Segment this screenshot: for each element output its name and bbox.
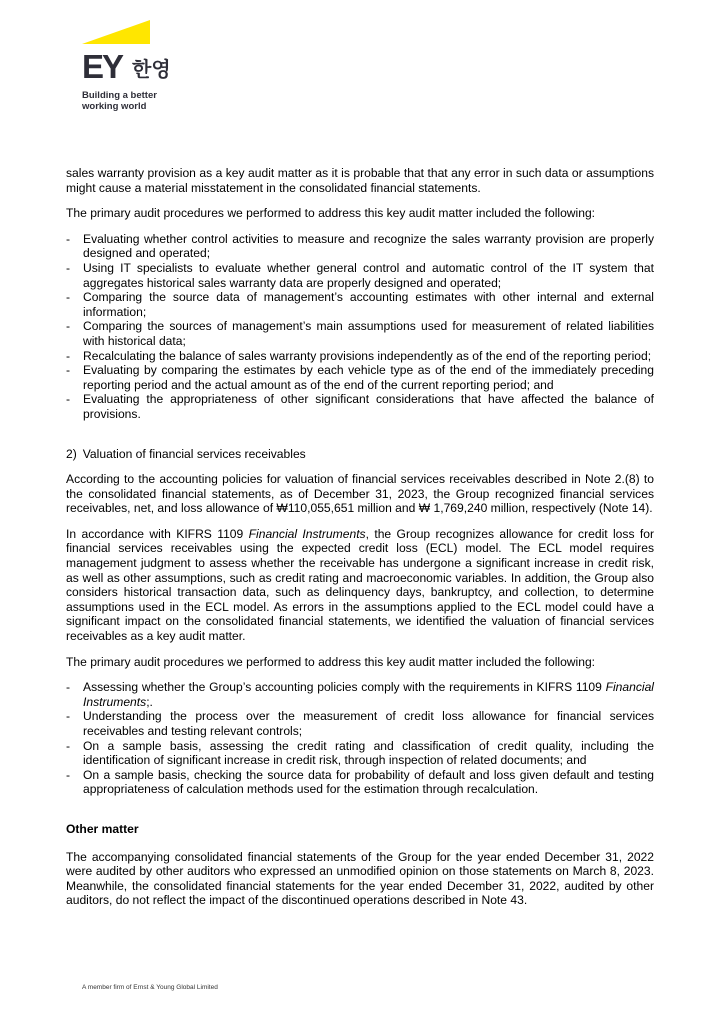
text-run: Assessing whether the Group’s accounting policies comply with the requirements in KIFRS 1109 xyxy=(83,680,606,695)
intro-paragraph: sales warranty provision as a key audit matter as it is probable that that any error in such data or assumptions might cause a material misstatement in the consolidated financial statements. xyxy=(66,166,654,195)
section-2-number: 2) xyxy=(66,446,77,461)
section-2-paragraph-2 xyxy=(66,527,654,644)
list-item xyxy=(66,680,654,709)
list-item: - Understanding the process over the measurement of credit loss allowance for financial services receivables and testing relevant controls; xyxy=(66,709,654,738)
logo-tagline-line2: working world xyxy=(82,100,147,112)
list-item: - On a sample basis, checking the source data for probability of default and loss given default and testing appropriateness of calculation methods used for the estimation through recalculation. xyxy=(66,768,654,797)
procedures-list-1 xyxy=(66,232,654,422)
logo-brand: EY xyxy=(82,48,123,85)
procedures-lead-2: The primary audit procedures we performed to address this key audit matter included the following: xyxy=(66,654,596,669)
section-2-paragraph-1: According to the accounting policies for valuation of financial services receivables described in Note 2.(8) to the consolidated financial statements, as of December 31, 2023, the Group recognized financial services receivables, net, and loss allowance of ₩110,055,651 million and ₩ 1,769,240 million, respectively (Note 14). xyxy=(66,472,654,516)
list-item: - Evaluating whether control activities to measure and recognize the sales warranty provision are properly designed and operated; xyxy=(66,232,654,261)
list-item: - Recalculating the balance of sales warranty provisions independently as of the end of the reporting period; xyxy=(66,349,654,364)
procedures-list-2 xyxy=(66,680,654,797)
section-2-title: Valuation of financial services receivables xyxy=(82,446,306,461)
other-matter-heading: Other matter xyxy=(66,821,139,836)
footer-note: A member firm of Ernst & Young Global Limited xyxy=(82,984,218,991)
list-item: - Comparing the sources of management’s main assumptions used for measurement of related liabilities with historical data; xyxy=(66,319,654,348)
list-item: - Evaluating by comparing the estimates by each vehicle type as of the end of the immediately preceding reporting period and the actual amount as of the end of the current reporting period; and xyxy=(66,363,654,392)
emphasis: Financial Instruments xyxy=(83,680,654,709)
text-run: ;. xyxy=(146,694,153,709)
logo-beam-icon xyxy=(82,20,152,46)
text-run: In accordance with KIFRS 1109 xyxy=(66,526,249,541)
logo-tagline xyxy=(82,91,192,112)
list-item: - On a sample basis, assessing the credit rating and classification of credit quality, including the identification of significant increase in credit risk, through inspection of related documents; and xyxy=(66,739,654,768)
ey-logo xyxy=(82,20,182,115)
emphasis: Financial Instruments xyxy=(248,526,366,541)
logo-tagline-line1: Building a better xyxy=(82,90,157,101)
logo-brand-local: 한영 xyxy=(132,59,171,81)
document-body xyxy=(66,166,654,919)
procedures-lead-1: The primary audit procedures we performed to address this key audit matter included the following: xyxy=(66,206,596,221)
text-run: , the Group recognizes allowance for credit loss for financial services receivables using the expected credit loss (ECL) model. The ECL model requires management judgment to assess whether the receivable has undergone a significant increase in credit risk, as well as other assumptions, such as credit rating and macroeconomic variables. In addition, the Group also considers historical transaction data, such as delinquency days, bankruptcy, and collection, to determine assumptions used in the ECL model. As errors in the assumptions applied to the ECL model could have a significant impact on the consolidated financial statements, we identified the valuation of financial services receivables as a key audit matter. xyxy=(66,526,654,644)
list-item: - Evaluating the appropriateness of other significant considerations that have affected the balance of provisions. xyxy=(66,392,654,421)
list-item: - Using IT specialists to evaluate whether general control and automatic control of the IT system that aggregates historical sales warranty data are properly designed and operated; xyxy=(66,261,654,290)
other-matter-paragraph: The accompanying consolidated financial statements of the Group for the year ended December 31, 2022 were audited by other auditors who expressed an unmodified opinion on those statements on March 8, 2023. Meanwhile, the consolidated financial statements for the year ended December 31, 2022, audited by other auditors, do not reflect the impact of the discontinued operations described in Note 43. xyxy=(66,849,654,908)
section-2-heading xyxy=(66,447,654,462)
list-item: - Comparing the source data of management’s accounting estimates with other internal and external information; xyxy=(66,290,654,319)
